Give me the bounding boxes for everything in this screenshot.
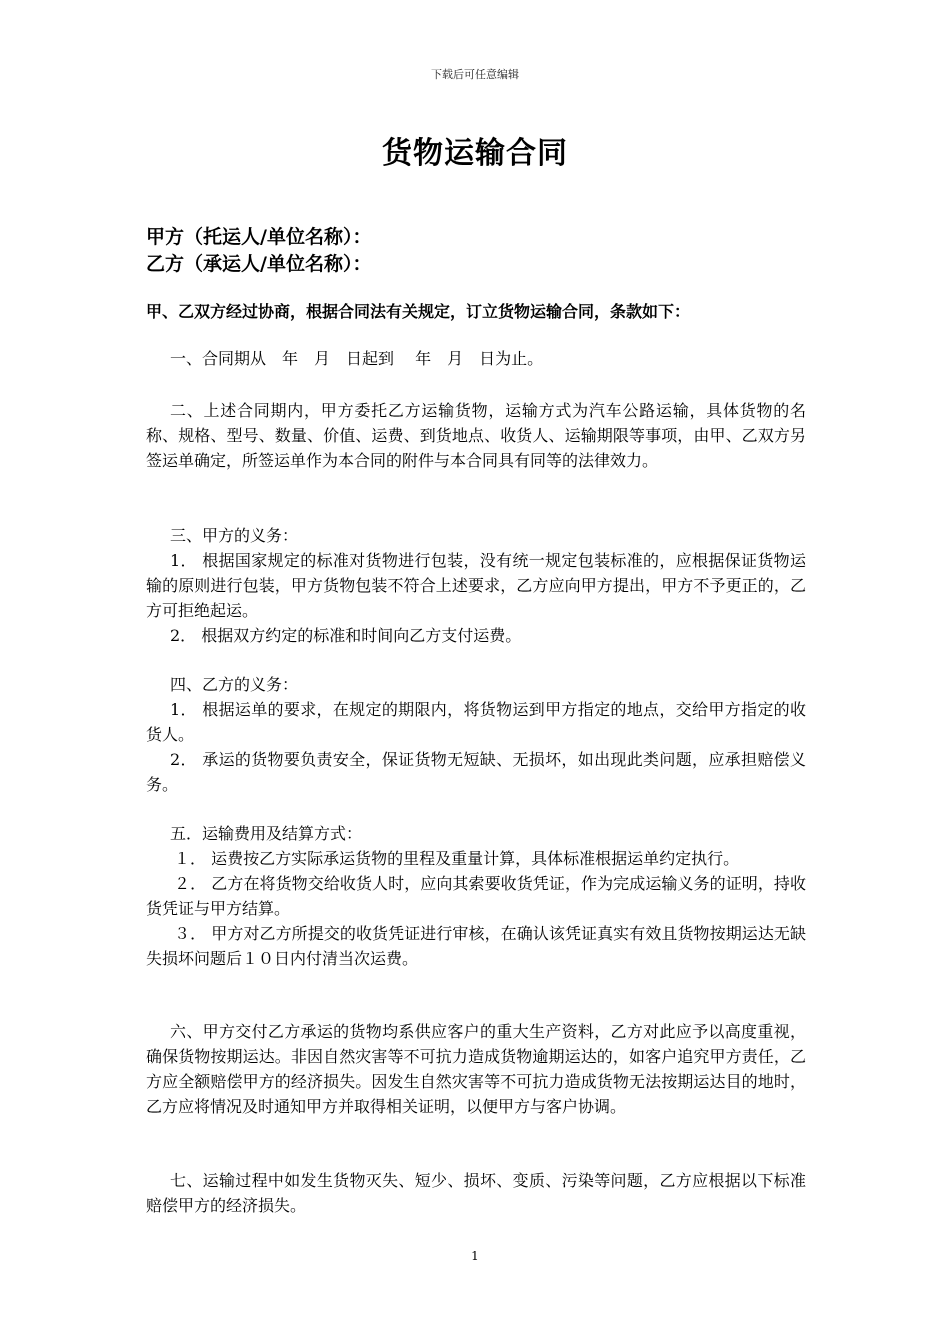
party-b-line: 乙方（承运人/单位名称）： xyxy=(146,253,372,275)
clause-4-item-2: 2． 承运的货物要负责安全，保证货物无短缺、无损坏，如出现此类问题，应承担赔偿义务。 xyxy=(146,750,806,794)
document-title: 货物运输合同 xyxy=(382,136,568,171)
clause-7-text: 七、运输过程中如发生货物灭失、短少、损坏、变质、污染等问题，乙方应根据以下标准赔偿甲方的经济损失。 xyxy=(146,1171,806,1215)
header-note: 下载后可任意编辑 xyxy=(431,68,519,81)
clause-6 xyxy=(146,1019,806,1119)
clause-4-title: 四、乙方的义务： xyxy=(170,675,299,694)
parties-block xyxy=(146,224,806,278)
clause-7 xyxy=(146,1168,806,1218)
clause-5-item-3: ３． 甲方对乙方所提交的收货凭证进行审核，在确认该凭证真实有效且货物按期运达无缺失损坏问题后１０日内付清当次运费。 xyxy=(146,924,806,968)
clause-5-item-2: ２． 乙方在将货物交给收货人时，应向其索要收货凭证，作为完成运输义务的证明，持收货凭证与甲方结算。 xyxy=(146,874,806,918)
clause-3-item-1: 1． 根据国家规定的标准对货物进行包装，没有统一规定包装标准的，应根据保证货物运输的原则进行包装，甲方货物包装不符合上述要求，乙方应向甲方提出，甲方不予更正的，乙方可拒绝起运。 xyxy=(146,551,806,620)
page-number: 1 xyxy=(471,1249,479,1263)
clause-3 xyxy=(146,523,806,648)
clause-3-item-2: 2． 根据双方约定的标准和时间向乙方支付运费。 xyxy=(170,626,522,645)
clause-5-item-1: １． 运费按乙方实际承运货物的里程及重量计算，具体标准根据运单约定执行。 xyxy=(174,849,740,868)
clause-6-text: 六、甲方交付乙方承运的货物均系供应客户的重大生产资料，乙方对此应予以高度重视，确保货物按期运达。非因自然灾害等不可抗力造成货物逾期运达的，如客户追究甲方责任，乙方应全额赔偿甲方的经济损失。因发生自然灾害等不可抗力造成货物无法按期运达目的地时，乙方应将情况及时通知甲方并取得相关证明，以便甲方与客户协调。 xyxy=(146,1022,806,1116)
clause-2-text: 二、上述合同期内，甲方委托乙方运输货物，运输方式为汽车公路运输，具体货物的名称、规格、型号、数量、价值、运费、到货地点、收货人、运输期限等事项，由甲、乙双方另签运单确定，所签运单作为本合同的附件与本合同具有同等的法律效力。 xyxy=(146,401,806,470)
clause-4-item-1: 1． 根据运单的要求，在规定的期限内，将货物运到甲方指定的地点，交给甲方指定的收货人。 xyxy=(146,700,806,744)
clause-5 xyxy=(146,821,806,971)
clause-4 xyxy=(146,672,806,797)
clause-2 xyxy=(146,398,806,473)
intro-paragraph: 甲、乙双方经过协商，根据合同法有关规定，订立货物运输合同，条款如下： xyxy=(146,302,691,321)
clause-3-title: 三、甲方的义务： xyxy=(170,526,299,545)
clause-1-text: 一、合同期从 年 月 日起到 年 月 日为止。 xyxy=(170,349,544,368)
clause-1 xyxy=(146,346,806,371)
clause-5-title: 五．运输费用及结算方式： xyxy=(170,824,363,843)
party-a-line: 甲方（托运人/单位名称）： xyxy=(146,226,372,248)
